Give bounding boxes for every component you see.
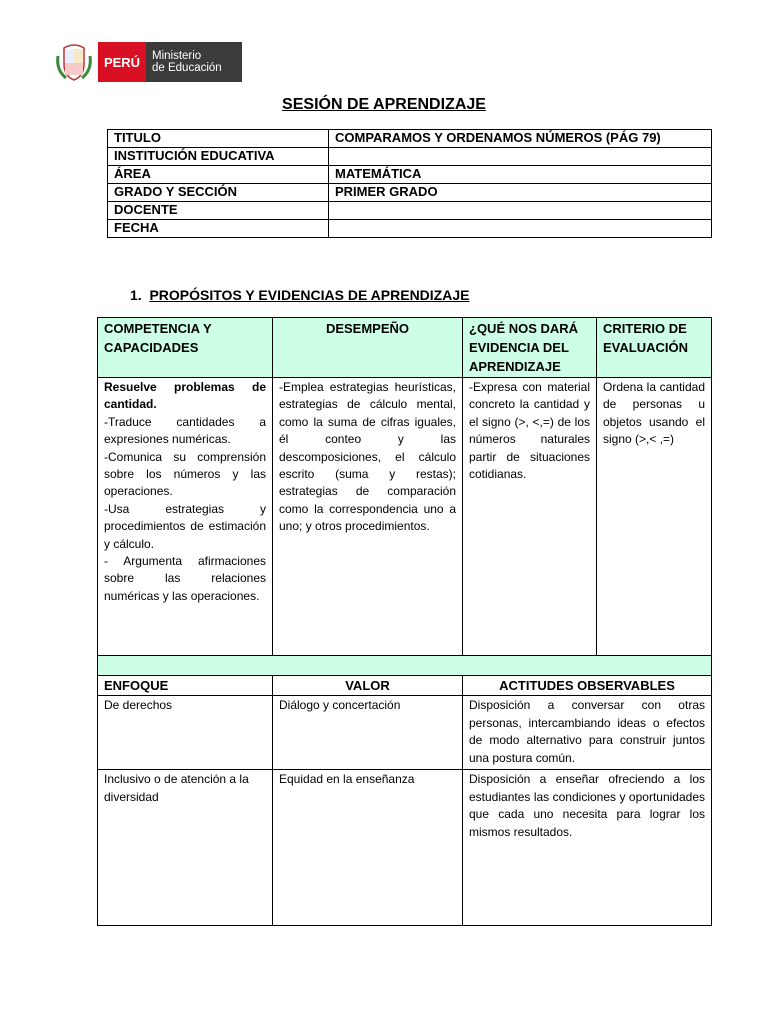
ministry-line-1: Ministerio	[152, 50, 202, 62]
info-value	[329, 220, 712, 238]
enfoque-header-row	[98, 676, 712, 696]
competencia-item: -Usa estrategias y procedimientos de estimación y cálculo.	[104, 501, 266, 551]
section-title: PROPÓSITOS Y EVIDENCIAS DE APRENDIZAJE	[149, 287, 470, 303]
spacer-row	[98, 656, 712, 676]
header-competencia: COMPETENCIA Y CAPACIDADES	[98, 318, 273, 378]
header-enfoque: ENFOQUE	[98, 676, 273, 696]
session-info-table	[107, 129, 712, 238]
info-value	[329, 148, 712, 166]
info-label: DOCENTE	[108, 202, 329, 220]
section-number: 1.	[130, 287, 142, 303]
actitudes-cell: Disposición a enseñar ofreciendo a los estudiantes las condiciones y oportunidades que cada uno necesita para lograr los mismos resultados.	[463, 770, 712, 926]
info-row-docente	[108, 202, 712, 220]
competencia-item: -Comunica su comprensión sobre los números y las operaciones.	[104, 449, 266, 499]
info-row-area	[108, 166, 712, 184]
header-criterio: CRITERIO DE EVALUACIÓN	[597, 318, 712, 378]
peru-label: PERÚ	[98, 42, 146, 82]
table-row	[98, 696, 712, 770]
competencia-cell	[98, 378, 273, 656]
competencia-item: -Traduce cantidades a expresiones numéricas.	[104, 414, 266, 447]
enfoque-cell: De derechos	[98, 696, 273, 770]
table-row	[98, 378, 712, 656]
ministry-logo	[56, 42, 242, 82]
info-label: TITULO	[108, 130, 329, 148]
info-label: INSTITUCIÓN EDUCATIVA	[108, 148, 329, 166]
green-separator	[98, 656, 712, 676]
ministry-line-2: de Educación	[152, 62, 222, 74]
info-value: MATEMÁTICA	[329, 166, 712, 184]
actitudes-cell: Disposición a conversar con otras personas, intercambiando ideas o efectos de modo alternativo para construir juntos una postura común.	[463, 696, 712, 770]
info-row-grado	[108, 184, 712, 202]
competencia-title: Resuelve problemas de cantidad.	[104, 380, 266, 412]
info-row-titulo	[108, 130, 712, 148]
coat-of-arms-icon	[56, 42, 92, 82]
page-title: SESIÓN DE APRENDIZAJE	[282, 96, 486, 113]
info-label: GRADO Y SECCIÓN	[108, 184, 329, 202]
table-header-row	[98, 318, 712, 378]
criterio-cell: Ordena la cantidad de personas u objetos usando el signo (>,< ,=)	[597, 378, 712, 656]
header-evidencia: ¿QUÉ NOS DARÁ EVIDENCIA DEL APRENDIZAJE	[463, 318, 597, 378]
valor-cell: Diálogo y concertación	[273, 696, 463, 770]
competencia-item: - Argumenta afirmaciones sobre las relaciones numéricas y las operaciones.	[104, 554, 266, 603]
info-label: FECHA	[108, 220, 329, 238]
learning-table	[97, 317, 712, 926]
info-row-institucion	[108, 148, 712, 166]
info-row-fecha	[108, 220, 712, 238]
info-label: ÁREA	[108, 166, 329, 184]
header-desempeno: DESEMPEÑO	[273, 318, 463, 378]
valor-cell: Equidad en la enseñanza	[273, 770, 463, 926]
evidencia-cell: -Expresa con material concreto la cantidad y el signo (>, <,=) de los números naturales partir de situaciones cotidianas.	[463, 378, 597, 656]
desempeno-cell: -Emplea estrategias heurísticas, estrategias de cálculo mental, como la suma de cifras iguales, él conteo y las descomposiciones, el cálculo escrito (suma y restas); estrategias de comparación como la correspondencia uno a uno; y otros procedimientos.	[273, 378, 463, 656]
enfoque-cell: Inclusivo o de atención a la diversidad	[98, 770, 273, 926]
header-actitudes: ACTITUDES OBSERVABLES	[463, 676, 712, 696]
section-heading	[130, 287, 469, 303]
info-value	[329, 202, 712, 220]
info-value: COMPARAMOS Y ORDENAMOS NÚMEROS (PÁG 79)	[329, 130, 712, 148]
header-valor: VALOR	[273, 676, 463, 696]
info-value: PRIMER GRADO	[329, 184, 712, 202]
table-row	[98, 770, 712, 926]
ministry-label	[146, 42, 242, 82]
